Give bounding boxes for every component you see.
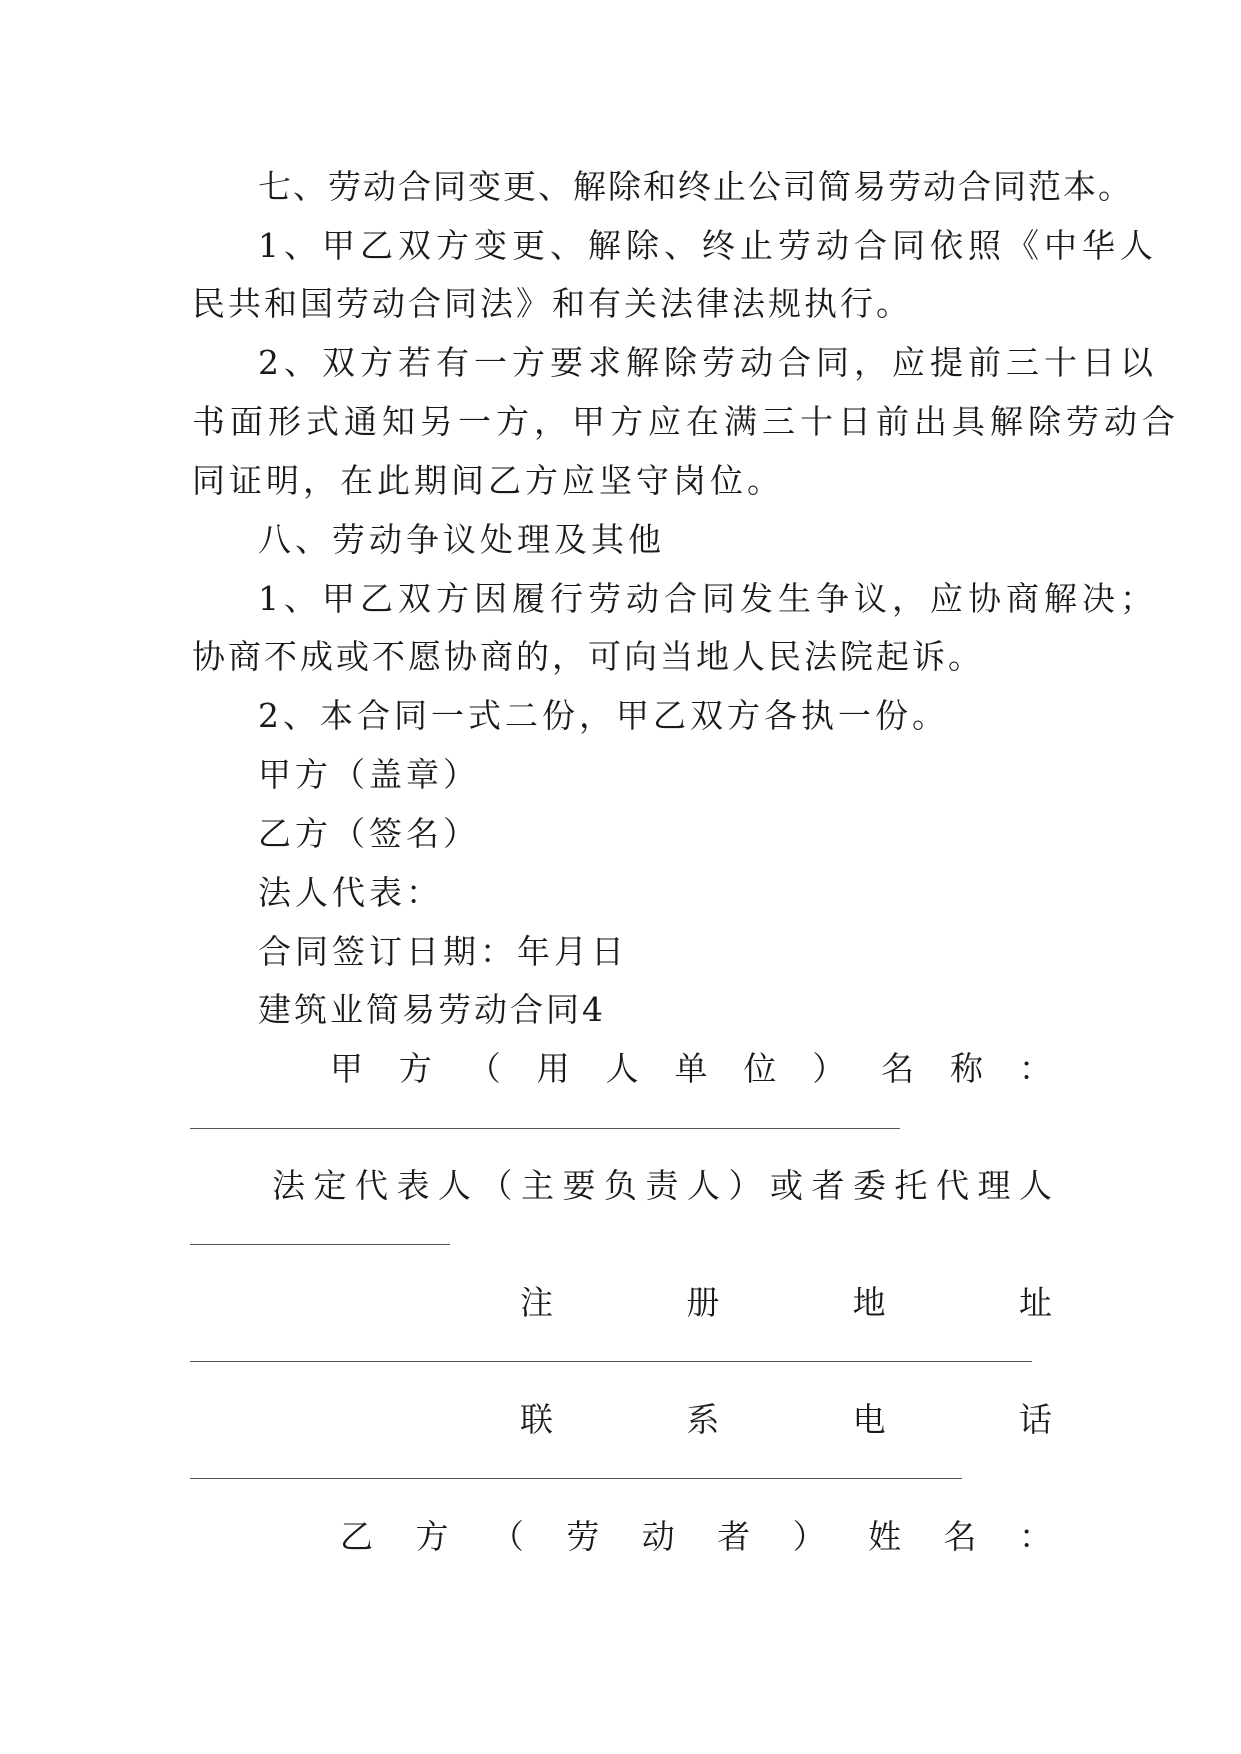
fill-in-underline xyxy=(190,1361,1032,1362)
fill-in-underline xyxy=(190,1244,450,1245)
paragraph-line: 1、甲乙双方变更、解除、终止劳动合同依照《中华人 xyxy=(258,226,1158,265)
char: ） xyxy=(792,1517,826,1556)
char: 法 xyxy=(272,1166,305,1205)
char: 人 xyxy=(1019,1166,1052,1205)
party-a-name-field-label xyxy=(330,1049,1052,1089)
char: 或 xyxy=(770,1166,803,1205)
paragraph-line: 民共和国劳动合同法》和有关法律法规执行。 xyxy=(192,284,912,323)
char: 托 xyxy=(894,1166,928,1205)
char: 姓 xyxy=(868,1517,902,1556)
char: ： xyxy=(1018,1049,1052,1088)
legal-rep-field-label xyxy=(272,1166,1052,1206)
char: 委 xyxy=(853,1166,886,1205)
char: 方 xyxy=(415,1517,449,1556)
char: 表 xyxy=(396,1166,430,1205)
char: 册 xyxy=(686,1283,720,1322)
char: （ xyxy=(479,1166,513,1205)
paragraph-line: 2、双方若有一方要求解除劳动合同，应提前三十日以 xyxy=(258,343,1158,382)
char: 人 xyxy=(605,1049,639,1088)
paragraph-line: 书面形式通知另一方，甲方应在满三十日前出具解除劳动合 xyxy=(192,402,1180,441)
char: 负 xyxy=(604,1166,637,1205)
char: 称 xyxy=(950,1049,984,1088)
party-b-signature-label: 乙方（签名） xyxy=(258,814,480,853)
paragraph-line: 同证明，在此期间乙方应坚守岗位。 xyxy=(192,461,784,500)
section-7-heading: 七、劳动合同变更、解除和终止公司简易劳动合同范本。 xyxy=(258,167,1133,206)
char: 单 xyxy=(674,1049,708,1088)
char: 电 xyxy=(852,1400,886,1439)
char: 动 xyxy=(641,1517,675,1556)
char: 理 xyxy=(977,1166,1011,1205)
section-8-heading: 八、劳动争议处理及其他 xyxy=(258,520,665,559)
char: 主 xyxy=(521,1166,554,1205)
char: （ xyxy=(467,1049,501,1088)
char: ： xyxy=(1018,1517,1052,1556)
char: 乙 xyxy=(340,1517,373,1556)
char: 名 xyxy=(881,1049,915,1088)
party-a-seal-label: 甲方（盖章） xyxy=(258,755,480,794)
contract-4-title: 建筑业简易劳动合同4 xyxy=(258,990,606,1029)
char: 址 xyxy=(1018,1283,1052,1322)
char: 代 xyxy=(355,1166,388,1205)
legal-representative-label: 法人代表： xyxy=(258,873,443,912)
char: 定 xyxy=(313,1166,347,1205)
char: ） xyxy=(812,1049,846,1088)
char: 用 xyxy=(536,1049,570,1088)
char: 要 xyxy=(562,1166,596,1205)
paragraph-line: 1、甲乙双方因履行劳动合同发生争议，应协商解决； xyxy=(258,579,1158,618)
char: 话 xyxy=(1018,1400,1052,1439)
party-b-name-field-label xyxy=(340,1517,1052,1557)
char: 者 xyxy=(811,1166,845,1205)
char: 方 xyxy=(398,1049,432,1088)
fill-in-underline xyxy=(190,1478,962,1479)
char: 位 xyxy=(743,1049,777,1088)
char: 人 xyxy=(687,1166,720,1205)
char: 注 xyxy=(520,1283,553,1322)
fill-in-underline xyxy=(190,1128,900,1129)
paragraph-line: 协商不成或不愿协商的，可向当地人民法院起诉。 xyxy=(192,637,984,676)
char: 责 xyxy=(645,1166,679,1205)
char: 系 xyxy=(686,1400,720,1439)
char: 名 xyxy=(943,1517,977,1556)
phone-field-label xyxy=(520,1400,1052,1440)
paragraph-line: 2、本合同一式二份，甲乙双方各执一份。 xyxy=(258,696,949,735)
char: 联 xyxy=(520,1400,553,1439)
char: 人 xyxy=(438,1166,471,1205)
char: 代 xyxy=(936,1166,969,1205)
char: 者 xyxy=(717,1517,751,1556)
address-field-label xyxy=(520,1283,1052,1323)
char: 甲 xyxy=(330,1049,363,1088)
char: （ xyxy=(490,1517,524,1556)
char: 地 xyxy=(852,1283,886,1322)
char: ） xyxy=(728,1166,762,1205)
char: 劳 xyxy=(566,1517,600,1556)
signing-date-label: 合同签订日期：年月日 xyxy=(258,932,628,971)
